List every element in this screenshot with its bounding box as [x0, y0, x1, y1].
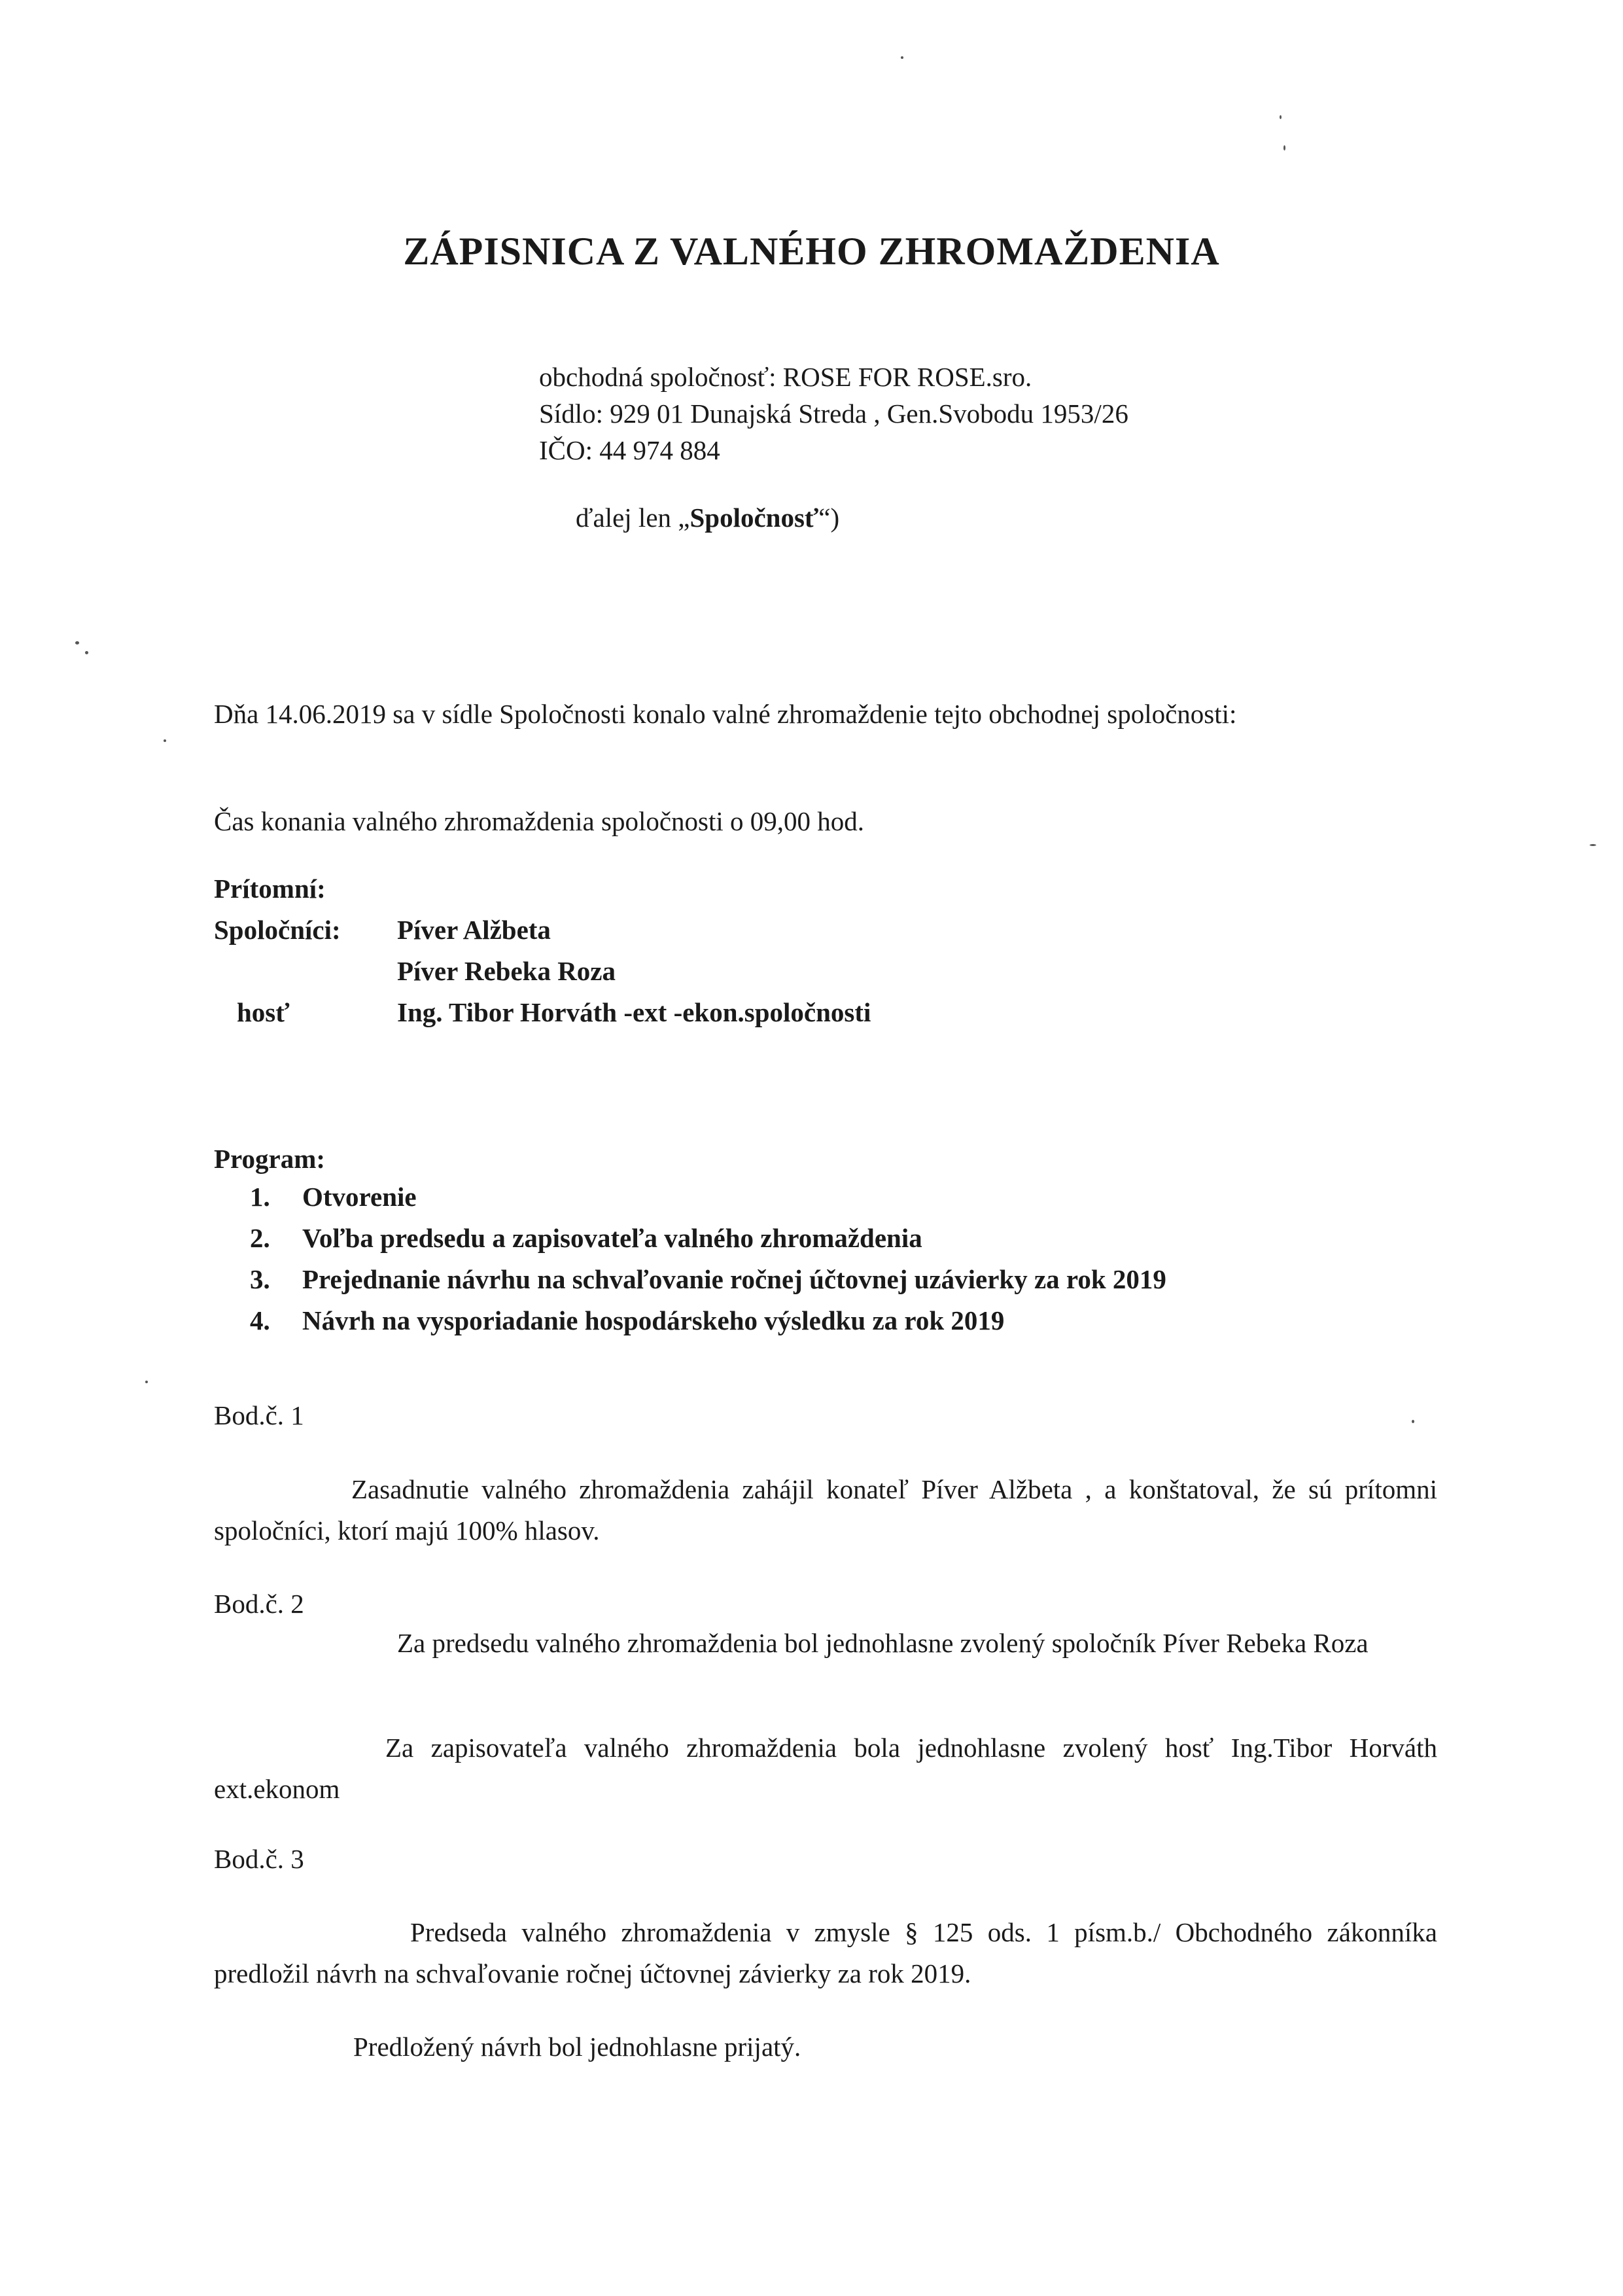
guest-label: hosť: [237, 997, 290, 1027]
point-paragraph: Predložený návrh bol jednohlasne prijatý.: [353, 2032, 801, 2062]
point-label: Bod.č. 2: [214, 1589, 304, 1619]
scan-speck: [1590, 844, 1596, 846]
point-paragraph: Za predsedu valného zhromaždenia bol jednohlasne zvolený spoločník Píver Rebeka Roza: [397, 1628, 1369, 1658]
program-item: 1. Otvorenie: [250, 1182, 417, 1212]
point-paragraph: Predseda valného zhromaždenia v zmysle § 125 ods. 1 písm.b./ Obchodného zákonníka predložil návrh na schvaľovanie ročnej účtovnej závierky za rok 2019.: [214, 1917, 1437, 1988]
scan-speck: [1412, 1420, 1414, 1423]
attendees-list: [214, 915, 871, 1038]
company-seat: Sídlo: 929 01 Dunajská Streda , Gen.Svobodu 1953/26: [539, 398, 1128, 429]
reference-prefix: ďalej len „: [576, 503, 690, 533]
company-details: [539, 359, 1128, 468]
scan-speck: [75, 641, 79, 645]
point-label: Bod.č. 3: [214, 1844, 304, 1874]
scan-speck: [1280, 115, 1282, 119]
program-list: [250, 1182, 1166, 1347]
scan-speck: [85, 651, 88, 654]
partner-name: Píver Alžbeta: [397, 915, 551, 945]
scan-speck: [901, 56, 903, 59]
present-heading: Prítomní:: [214, 874, 326, 904]
scan-speck: [145, 1381, 148, 1383]
company-name: obchodná spoločnosť: ROSE FOR ROSE.sro.: [539, 362, 1032, 392]
point-paragraph: Za zapisovateľa valného zhromaždenia bola jednohlasne zvolený hosť Ing.Tibor Horváth ext.ekonom: [214, 1733, 1437, 1804]
guest-name: Ing. Tibor Horváth -ext -ekon.spoločnosti: [397, 997, 871, 1027]
reference-term: Spoločnosť: [689, 503, 819, 533]
partners-label: Spoločníci:: [214, 915, 341, 945]
point-paragraph: Zasadnutie valného zhromaždenia zahájil konateľ Píver Alžbeta , a konštatoval, že sú prítomni spoločníci, ktorí majú 100% hlasov.: [214, 1474, 1437, 1545]
program-item: 2. Voľba predsedu a zapisovateľa valného zhromaždenia: [250, 1223, 922, 1253]
document-title: ZÁPISNICA Z VALNÉHO ZHROMAŽDENIA: [403, 230, 1220, 273]
partner-name: Píver Rebeka Roza: [397, 956, 616, 986]
program-item: 3. Prejednanie návrhu na schvaľovanie ročnej účtovnej uzávierky za rok 2019: [250, 1264, 1166, 1294]
reference-suffix: “): [818, 503, 840, 533]
meeting-statement: Dňa 14.06.2019 sa v sídle Spoločnosti konalo valné zhromaždenie tejto obchodnej spoločnosti:: [214, 699, 1237, 729]
company-reference: [576, 503, 839, 533]
point-label: Bod.č. 1: [214, 1400, 304, 1430]
company-ico: IČO: 44 974 884: [539, 435, 720, 465]
program-item: 4. Návrh na vysporiadanie hospodárskeho výsledku za rok 2019: [250, 1305, 1005, 1335]
program-heading: Program:: [214, 1144, 326, 1174]
scan-speck: [1283, 145, 1285, 150]
scan-speck: [164, 739, 166, 742]
meeting-time: Čas konania valného zhromaždenia spoločnosti o 09,00 hod.: [214, 806, 865, 836]
